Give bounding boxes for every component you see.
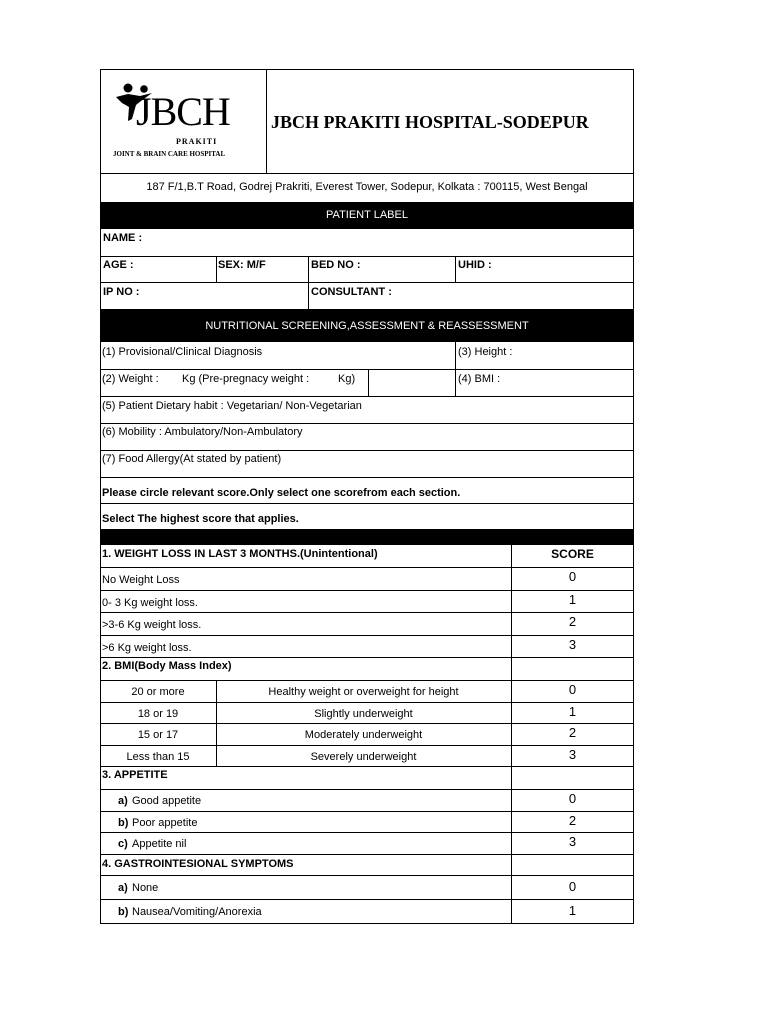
weight-loss-title: 1. WEIGHT LOSS IN LAST 3 MONTHS.(Unintentional) bbox=[102, 548, 378, 560]
weight-loss-label: 0- 3 Kg weight loss. bbox=[102, 596, 198, 609]
weight-loss-label: >6 Kg weight loss. bbox=[102, 641, 192, 654]
bmi-range: Less than 15 bbox=[126, 750, 190, 763]
gi-title: 4. GASTROINTESIONAL SYMPTOMS bbox=[102, 858, 294, 870]
weight-loss-label: No Weight Loss bbox=[102, 574, 180, 586]
bmi-range: 18 or 19 bbox=[137, 707, 179, 720]
bed-field[interactable]: BED NO : bbox=[311, 259, 361, 271]
row-divider bbox=[511, 612, 634, 613]
allergy-field[interactable]: (7) Food Allergy(At stated by patient) bbox=[102, 453, 282, 465]
nutrition-form bbox=[100, 69, 634, 924]
hospital-logo bbox=[108, 81, 263, 163]
instruction-1: Please circle relevant score.Only select one scorefrom each section. bbox=[102, 487, 461, 499]
age-field[interactable]: AGE : bbox=[103, 259, 134, 271]
appetite-label: Appetite nil bbox=[132, 838, 187, 851]
sex-field[interactable]: SEX: M/F bbox=[218, 259, 266, 271]
appetite-letter: a) bbox=[118, 795, 128, 807]
appetite-letter: c) bbox=[118, 838, 128, 851]
name-field[interactable]: NAME : bbox=[103, 232, 143, 244]
appetite-label: Poor appetite bbox=[132, 816, 198, 829]
score-header: SCORE bbox=[551, 548, 594, 561]
row-divider bbox=[100, 635, 511, 636]
bmi-range: 15 or 17 bbox=[137, 729, 179, 741]
consultant-field[interactable]: CONSULTANT : bbox=[311, 286, 392, 298]
uhid-field[interactable]: UHID : bbox=[458, 259, 492, 271]
bmi-desc: Slightly underweight bbox=[314, 707, 413, 720]
appetite-label: Good appetite bbox=[132, 795, 202, 807]
row-divider bbox=[100, 590, 511, 591]
row-divider bbox=[100, 832, 634, 833]
weight-kg2-label: Kg) bbox=[338, 373, 356, 385]
hospital-address: 187 F/1,B.T Road, Godrej Prakriti, Everest Tower, Sodepur, Kolkata : 700115, West Bengal bbox=[146, 181, 588, 193]
bmi-score: 3 bbox=[568, 746, 577, 762]
diagnosis-field[interactable]: (1) Provisional/Clinical Diagnosis bbox=[102, 346, 263, 358]
mobility-field[interactable]: (6) Mobility : Ambulatory/Non-Ambulatory bbox=[102, 426, 303, 438]
bmi-score: 0 bbox=[568, 682, 577, 697]
patient-label-title: PATIENT LABEL bbox=[326, 209, 408, 221]
gi-letter: b) bbox=[118, 906, 129, 918]
bmi-score: 2 bbox=[568, 725, 577, 740]
bmi-range: 20 or more bbox=[131, 686, 185, 698]
row-divider bbox=[100, 745, 634, 746]
bmi-title: 2. BMI(Body Mass Index) bbox=[102, 660, 232, 672]
gi-label: Nausea/Vomiting/Anorexia bbox=[132, 906, 262, 918]
diet-field[interactable]: (5) Patient Dietary habit : Vegetarian/ Non-Vegetarian bbox=[102, 400, 362, 412]
weight-loss-score: 1 bbox=[568, 591, 577, 607]
row-divider bbox=[100, 612, 511, 613]
weight-kg-label: Kg (Pre-pregnacy weight : bbox=[182, 373, 310, 385]
bmi-desc: Moderately underweight bbox=[304, 729, 423, 741]
weight-loss-score: 3 bbox=[568, 636, 577, 652]
logo-text: JBCH bbox=[136, 89, 230, 134]
appetite-letter: b) bbox=[118, 816, 129, 829]
row-divider bbox=[100, 702, 634, 703]
row-divider bbox=[100, 811, 634, 812]
appetite-title: 3. APPETITE bbox=[102, 769, 168, 781]
gi-letter: a) bbox=[118, 882, 128, 894]
appetite-score: 3 bbox=[568, 834, 577, 850]
weight-loss-score: 0 bbox=[568, 569, 577, 584]
gi-label: None bbox=[132, 882, 159, 894]
nutrition-title: NUTRITIONAL SCREENING,ASSESSMENT & REASSESSMENT bbox=[205, 320, 529, 332]
appetite-score: 2 bbox=[568, 812, 577, 828]
row-divider bbox=[100, 723, 634, 724]
instruction-2: Select The highest score that applies. bbox=[102, 513, 299, 525]
appetite-score: 0 bbox=[568, 791, 577, 806]
bmi-score: 1 bbox=[568, 703, 577, 719]
ip-field[interactable]: IP NO : bbox=[103, 286, 140, 298]
weight-loss-label: >3-6 Kg weight loss. bbox=[102, 619, 202, 631]
gi-score: 1 bbox=[568, 903, 577, 918]
gi-score: 0 bbox=[568, 879, 577, 894]
hospital-name: JBCH PRAKITI HOSPITAL-SODEPUR bbox=[271, 112, 589, 132]
row-divider bbox=[511, 635, 634, 636]
row-divider bbox=[511, 590, 634, 591]
row-divider bbox=[100, 899, 634, 900]
logo-tagline: JOINT & BRAIN CARE HOSPITAL bbox=[113, 150, 226, 158]
bmi-desc: Healthy weight or overweight for height bbox=[268, 686, 459, 698]
logo-sub: PRAKITI bbox=[176, 137, 218, 146]
weight-loss-score: 2 bbox=[568, 614, 577, 629]
height-field[interactable]: (3) Height : bbox=[458, 346, 513, 358]
weight-field[interactable]: (2) Weight : bbox=[102, 373, 159, 385]
bmi-field[interactable]: (4) BMI : bbox=[458, 373, 501, 385]
bmi-desc: Severely underweight bbox=[310, 750, 417, 763]
